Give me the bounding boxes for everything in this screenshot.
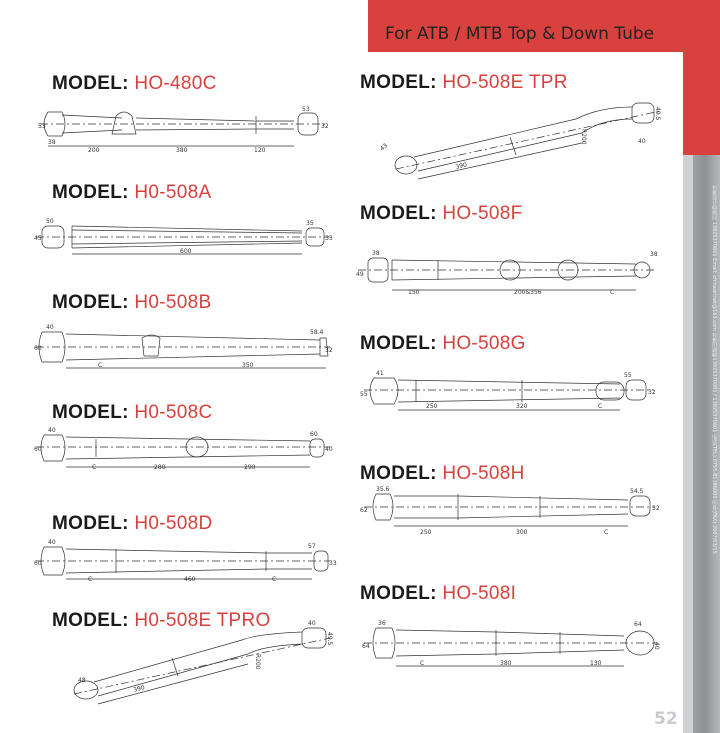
dim-label: 250 (420, 529, 432, 536)
dim-label: 32 (652, 505, 660, 512)
dim-label: 33 (329, 560, 337, 567)
dim-label: R200 (254, 654, 261, 670)
side-contact-text: 杉雅设计@顾问 13825370601 Email: chinaartnet@163.com 杉雅印刷@13925370001 / 13825370601 电话(TEL):0755-81386000 传真(FAX):2007/03/15 (711, 185, 717, 554)
dim-label: 390 (132, 684, 146, 694)
dim-label: 150 (408, 289, 420, 296)
dim-label: 32 (321, 123, 329, 130)
drawing-h0-508d (34, 537, 337, 589)
model-label: MODEL: (52, 292, 129, 313)
dim-label: 40 (48, 539, 56, 546)
dim-label: 40 (653, 642, 660, 650)
model-heading-h0-508b (52, 292, 211, 314)
dim-label: 55 (360, 391, 368, 398)
dim-label: C (420, 660, 425, 667)
model-label: MODEL: (360, 463, 437, 484)
dim-label: 53 (38, 123, 46, 130)
drawing-ho-508i (360, 618, 660, 680)
dim-label: 60 (34, 446, 42, 453)
dim-label: 35.6 (376, 486, 390, 493)
dim-label: C (92, 464, 97, 471)
dim-label: 36 (378, 620, 386, 627)
dim-label: C (604, 529, 609, 536)
dim-label: 32 (648, 389, 656, 396)
dim-label: 55 (624, 372, 632, 379)
dim-label: 45 (34, 235, 42, 242)
dim-label: 130 (590, 660, 602, 667)
drawing-h0-508e-tpro (34, 620, 344, 710)
dim-label: 390 (454, 161, 468, 171)
model-code: H0-508C (134, 402, 213, 423)
dim-label: C (610, 289, 615, 296)
drawing-ho-508f (352, 242, 662, 298)
dim-label: 40 (48, 427, 56, 434)
model-heading-ho-508f (360, 203, 523, 225)
dim-label: 60 (310, 431, 318, 438)
dim-label: 40 (325, 446, 333, 453)
dim-label: C (598, 403, 603, 410)
model-label: MODEL: (52, 610, 129, 631)
model-code: HO-508F (442, 203, 523, 224)
dim-label: 49.5 (654, 107, 661, 121)
dim-label: 62 (360, 507, 368, 514)
page-number: 52 (654, 709, 678, 729)
drawing-h0-508b (34, 322, 334, 374)
dim-label: 43 (378, 142, 390, 153)
model-heading-h0-508d (52, 513, 212, 535)
dim-label: 54.5 (630, 488, 644, 495)
side-grey-strip (683, 155, 693, 733)
model-code: H0-508E TPRO (134, 610, 271, 631)
model-heading-ho-508i (360, 583, 516, 605)
model-code: H0-508A (134, 182, 212, 203)
drawing-h0-508a (34, 214, 334, 264)
dim-label: 600 (180, 248, 192, 255)
dim-label: 380 (176, 147, 188, 154)
dim-label: C (272, 576, 277, 583)
dim-label: 64 (362, 643, 370, 650)
dim-label: 380 (500, 660, 512, 667)
model-heading-ho-508g (360, 333, 526, 355)
model-code: H0-508B (134, 292, 212, 313)
dim-label: 120 (254, 147, 266, 154)
dim-label: 57 (308, 543, 316, 550)
dim-label: 200 (88, 147, 100, 154)
dim-label: 300 (516, 529, 528, 536)
model-code: HO-508H (442, 463, 525, 484)
model-label: MODEL: (52, 182, 129, 203)
side-red-bar (683, 0, 720, 155)
drawing-ho-508h (358, 482, 658, 538)
drawing-ho-508e-tpr (376, 95, 676, 185)
dim-label: 38 (48, 139, 56, 146)
dim-label: 33 (325, 235, 333, 242)
model-heading-h0-508c (52, 402, 212, 424)
dim-label: 38 (650, 251, 658, 258)
drawing-ho-480c (36, 104, 336, 154)
dim-label: 41 (376, 370, 384, 377)
dim-label: 40 (46, 324, 54, 331)
model-label: MODEL: (52, 513, 129, 534)
model-code: HO-508G (442, 333, 526, 354)
dim-label: 460 (184, 576, 196, 583)
dim-label: 60 (34, 345, 42, 352)
dim-label: 49.5 (326, 632, 333, 646)
dim-label: 53 (302, 106, 310, 113)
dim-label: 250 (426, 403, 438, 410)
dim-label: 320 (516, 403, 528, 410)
model-label: MODEL: (52, 73, 129, 94)
dim-label: 38 (372, 250, 380, 257)
model-code: HO-508I (442, 583, 517, 604)
model-label: MODEL: (360, 333, 437, 354)
drawing-h0-508c (34, 425, 334, 477)
model-code: HO-480C (134, 73, 217, 94)
dim-label: 40 (638, 138, 646, 145)
dim-label: 32 (325, 347, 333, 354)
model-code: HO-508E TPR (442, 72, 568, 93)
model-code: H0-508D (134, 513, 213, 534)
drawing-ho-508g (358, 366, 658, 422)
dim-label: 40 (308, 620, 316, 627)
dim-label: 64 (634, 621, 642, 628)
dim-label: C (98, 362, 103, 369)
model-heading-ho-480c (52, 73, 217, 95)
dim-label: 200&356 (514, 289, 542, 296)
dim-label: 35 (306, 220, 314, 227)
banner-title: For ATB / MTB Top & Down Tube (385, 24, 655, 44)
dim-label: 280 (154, 464, 166, 471)
dim-label: R200 (580, 129, 587, 145)
dim-label: 60 (34, 560, 42, 567)
model-heading-ho-508e-tpr (360, 72, 568, 94)
dim-label: C (88, 576, 93, 583)
model-label: MODEL: (360, 583, 437, 604)
dim-label: 49 (356, 271, 364, 278)
model-label: MODEL: (360, 203, 437, 224)
dim-label: 290 (244, 464, 256, 471)
dim-label: 48 (78, 677, 86, 684)
model-label: MODEL: (360, 72, 437, 93)
dim-label: 350 (242, 362, 254, 369)
model-label: MODEL: (52, 402, 129, 423)
dim-label: 50 (46, 218, 54, 225)
model-heading-h0-508a (52, 182, 211, 204)
dim-label: 58.4 (310, 329, 324, 336)
